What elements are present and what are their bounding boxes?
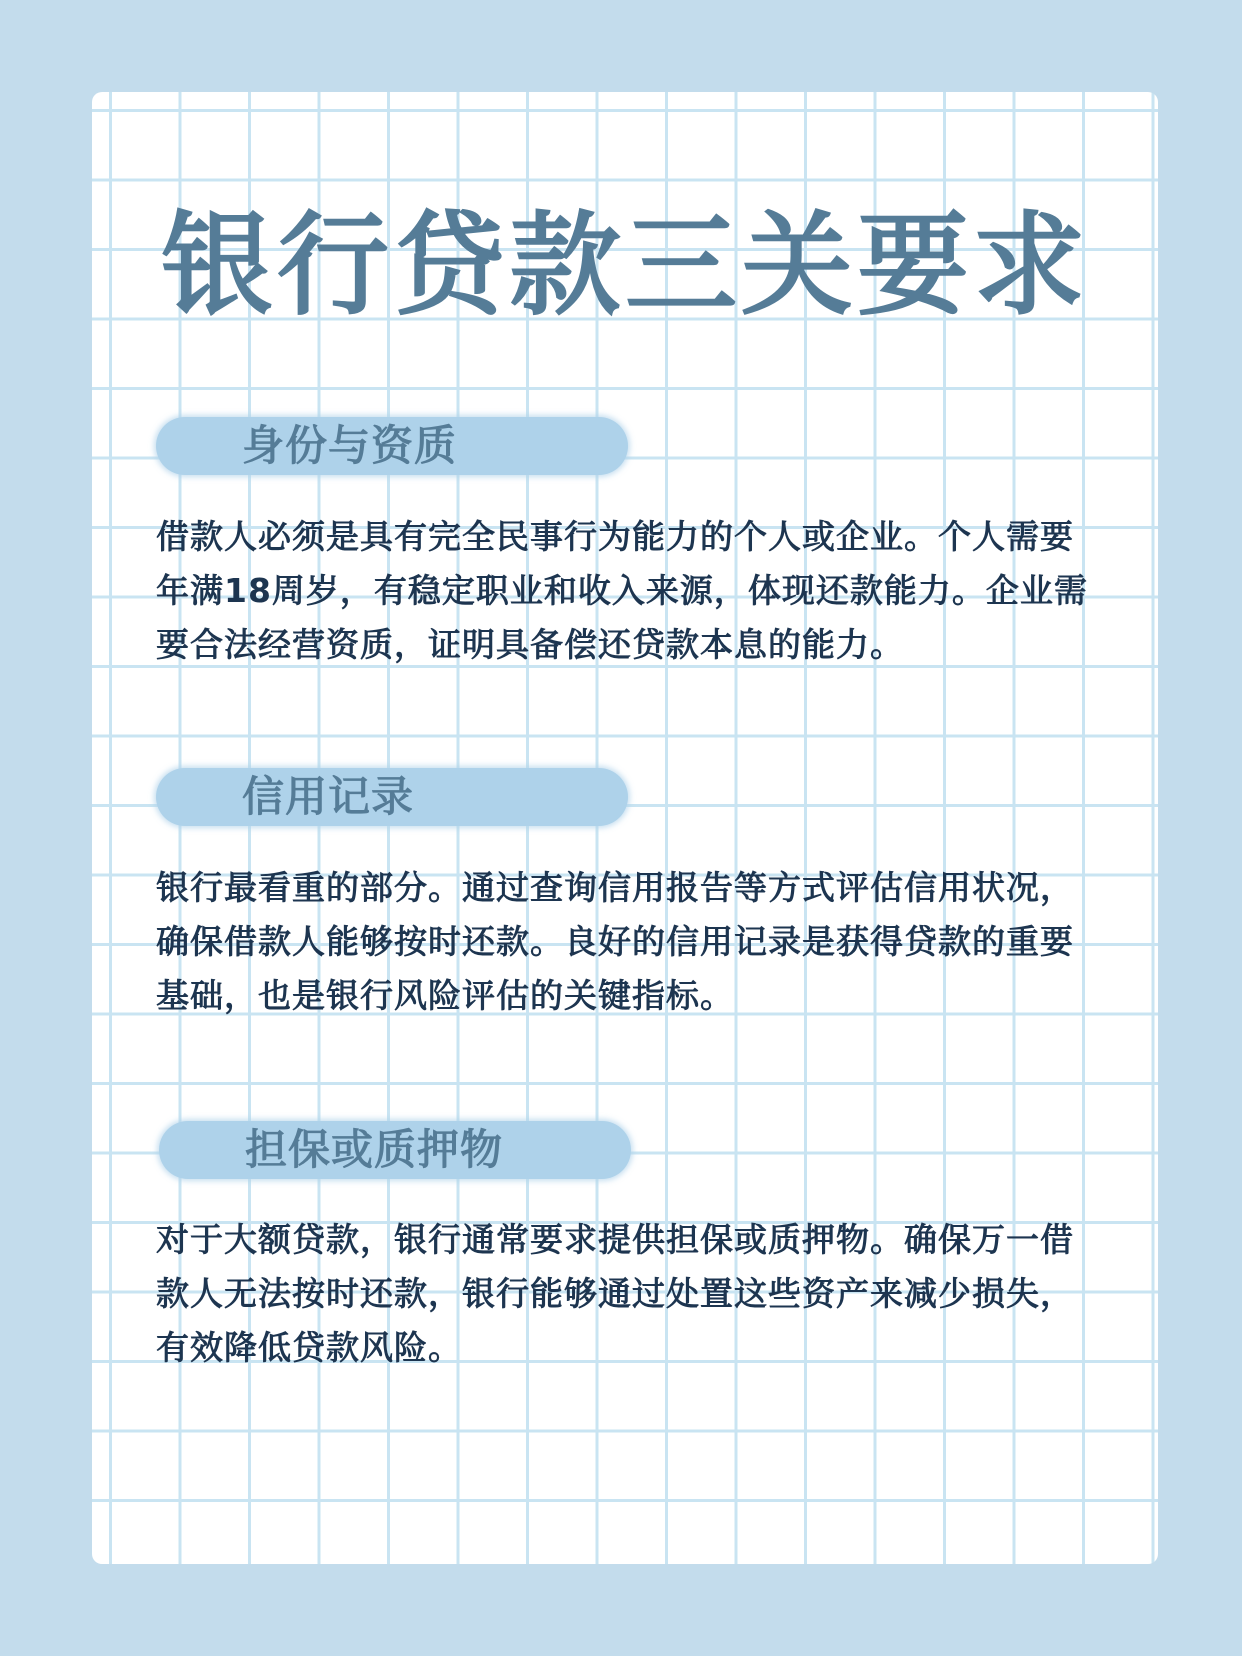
section-heading-pill: [159, 1121, 631, 1179]
page-title: 银行贷款三关要求: [161, 201, 1089, 331]
section-body-identity: 借款人必须是具有完全民事行为能力的个人或企业。个人需要年满18周岁，有稳定职业和收入来源，体现还款能力。企业需要合法经营资质，证明具备偿还贷款本息的能力。: [156, 517, 1088, 664]
section-body-credit: 银行最看重的部分。通过查询信用报告等方式评估信用状况，确保借款人能够按时还款。良好的信用记录是获得贷款的重要基础，也是银行风险评估的关键指标。: [156, 868, 1074, 1015]
section-body-collateral: 对于大额贷款，银行通常要求提供担保或质押物。确保万一借款人无法按时还款，银行能够通过处置这些资产来减少损失，有效降低贷款风险。: [156, 1220, 1074, 1367]
section-heading-identity: 身份与资质: [242, 421, 458, 470]
section-heading-pill: [156, 417, 628, 475]
grid-card: [92, 92, 1158, 1564]
section-heading-pill: [156, 768, 628, 826]
section-heading-credit: 信用记录: [242, 772, 415, 821]
section-heading-collateral: 担保或质押物: [245, 1125, 504, 1174]
